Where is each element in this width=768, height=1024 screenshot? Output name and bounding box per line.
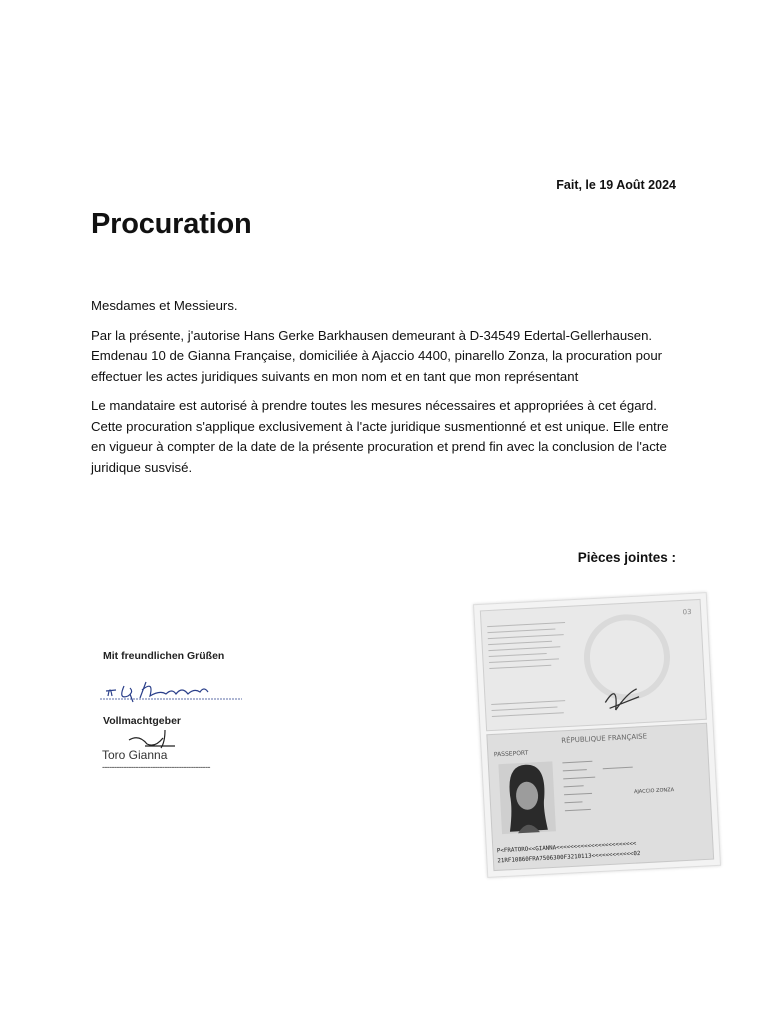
signature-line: --------------------------------------------- [102, 762, 210, 772]
passport-place: AJACCIO ZONZA [633, 787, 675, 796]
document-date: Fait, le 19 Août 2024 [556, 178, 676, 192]
passport-mrz-line-2: 21RF10860FRA7506300F3210113<<<<<<<<<<<<02 [497, 850, 641, 865]
closing-greeting: Mit freundlichen Grüßen [103, 650, 225, 662]
paragraph-authorization: Par la présente, j'autorise Hans Gerke Barkhausen demeurant à D-34549 Edertal-Gellerhausen. Emdenau 10 de Gianna Française, domiciliée à Ajaccio 4400, pinarello Zonza, la procuration pour effectuer les actes juridiques suivants en mon nom et en tant que mon représentant [91, 327, 663, 384]
passport-country-header: RÉPUBLIQUE FRANÇAISE [561, 732, 648, 745]
handwritten-signature [100, 676, 250, 711]
passport-type-label: PASSEPORT [493, 749, 529, 759]
attachments-label: Pièces jointes : [577, 550, 676, 565]
document-body [91, 296, 671, 487]
paragraph-scope: Le mandataire est autorisé à prendre toutes les mesures nécessaires et appropriées à cet égard. Cette procuration s'applique exclusivement à l'acte juridique susmentionné et est unique. Elle entre en vigueur à compter de la date de la présente procuration et prend fin avec la conclusion de l'acte juridique susvisé. [91, 398, 669, 475]
passport-page-number: 03 [682, 607, 692, 617]
grantor-label: Vollmachtgeber [103, 715, 181, 727]
salutation: Mesdames et Messieurs. [91, 298, 238, 313]
passport-photo [473, 592, 721, 878]
passport-mrz-line-1: P<FRATORO<<GIANNA<<<<<<<<<<<<<<<<<<<<<<< [496, 841, 637, 855]
document-title: Procuration [91, 208, 252, 240]
signer-name: Toro Gianna [102, 748, 168, 762]
